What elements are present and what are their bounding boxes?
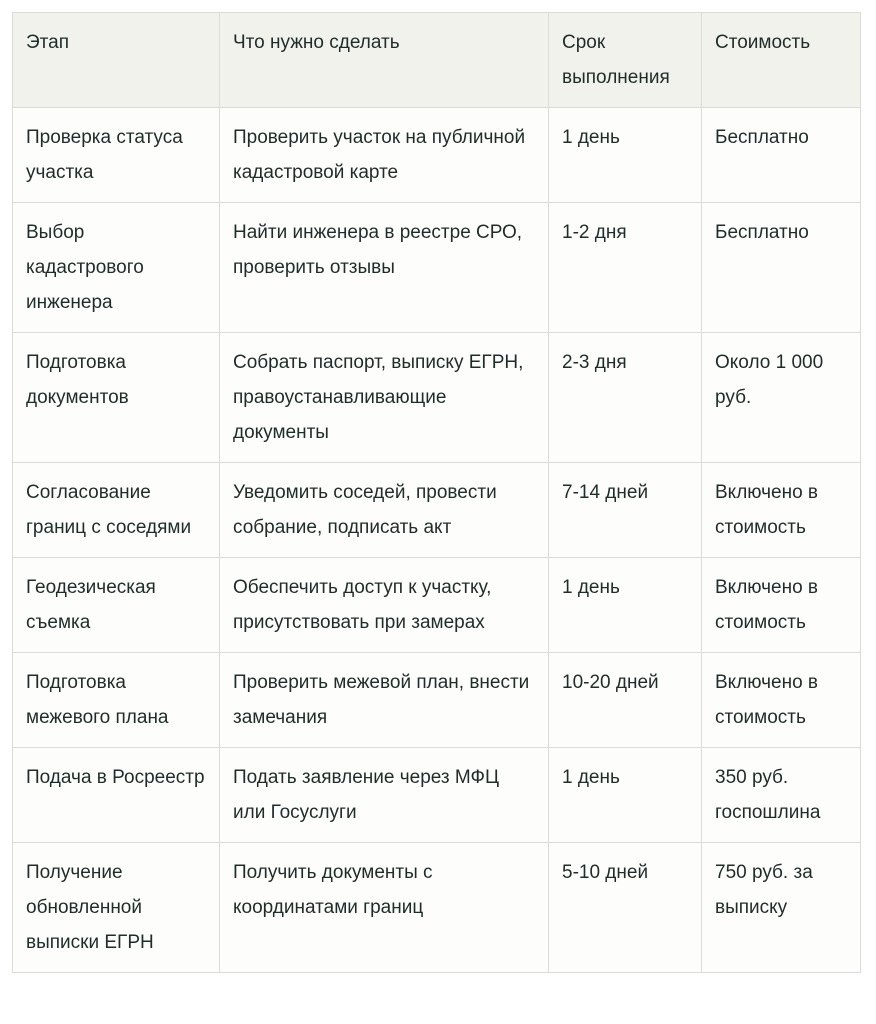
cell-action: Уведомить соседей, провести собрание, подписать акт	[220, 463, 549, 558]
cell-action: Проверить межевой план, внести замечания	[220, 653, 549, 748]
table-row	[13, 333, 861, 463]
table-body	[13, 108, 861, 973]
cell-stage: Геодезическая съемка	[13, 558, 220, 653]
cell-duration: 1 день	[549, 108, 702, 203]
cadastral-steps-table	[12, 12, 861, 973]
table-row	[13, 108, 861, 203]
cell-cost: Бесплатно	[702, 108, 861, 203]
cell-duration: 1 день	[549, 748, 702, 843]
table-row	[13, 748, 861, 843]
table-row	[13, 653, 861, 748]
header-stage: Этап	[13, 13, 220, 108]
cell-stage: Получение обновленной выписки ЕГРН	[13, 843, 220, 973]
cell-cost: Включено в стоимость	[702, 558, 861, 653]
cell-cost: Включено в стоимость	[702, 463, 861, 558]
cell-stage: Подача в Росреестр	[13, 748, 220, 843]
cell-duration: 1 день	[549, 558, 702, 653]
cell-stage: Согласование границ с соседями	[13, 463, 220, 558]
cell-cost: Около 1 000 руб.	[702, 333, 861, 463]
table-row	[13, 843, 861, 973]
header-cost: Стоимость	[702, 13, 861, 108]
cell-cost: 750 руб. за выписку	[702, 843, 861, 973]
header-action: Что нужно сделать	[220, 13, 549, 108]
table-row	[13, 203, 861, 333]
cell-stage: Выбор кадастрового инженера	[13, 203, 220, 333]
cell-action: Обеспечить доступ к участку, присутствовать при замерах	[220, 558, 549, 653]
cell-cost: Бесплатно	[702, 203, 861, 333]
cell-duration: 2-3 дня	[549, 333, 702, 463]
cell-stage: Подготовка документов	[13, 333, 220, 463]
header-duration: Срок выполнения	[549, 13, 702, 108]
cell-stage: Подготовка межевого плана	[13, 653, 220, 748]
cell-action: Найти инженера в реестре СРО, проверить отзывы	[220, 203, 549, 333]
table-row	[13, 463, 861, 558]
cell-duration: 10-20 дней	[549, 653, 702, 748]
table-row	[13, 558, 861, 653]
table-header	[13, 13, 861, 108]
cell-cost: Включено в стоимость	[702, 653, 861, 748]
table-container	[12, 12, 861, 973]
cell-cost: 350 руб. госпошлина	[702, 748, 861, 843]
cell-duration: 5-10 дней	[549, 843, 702, 973]
cell-duration: 7-14 дней	[549, 463, 702, 558]
cell-duration: 1-2 дня	[549, 203, 702, 333]
cell-action: Получить документы с координатами границ	[220, 843, 549, 973]
cell-action: Проверить участок на публичной кадастровой карте	[220, 108, 549, 203]
cell-action: Подать заявление через МФЦ или Госуслуги	[220, 748, 549, 843]
cell-action: Собрать паспорт, выписку ЕГРН, правоустанавливающие документы	[220, 333, 549, 463]
header-row	[13, 13, 861, 108]
cell-stage: Проверка статуса участка	[13, 108, 220, 203]
